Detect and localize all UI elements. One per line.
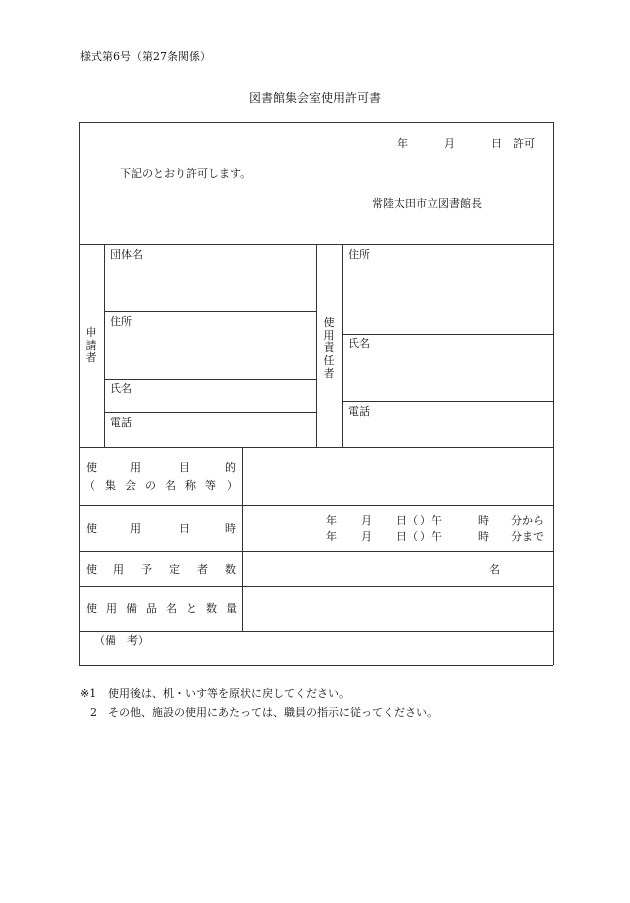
note-2-text: その他、施設の使用にあたっては、職員の指示に従ってください。 bbox=[108, 706, 438, 719]
applicant-section-label: 申 請 者 bbox=[85, 326, 97, 365]
year-label: 年 bbox=[397, 137, 408, 150]
applicant-name-label: 氏名 bbox=[110, 382, 132, 395]
responsible-address-label: 住所 bbox=[348, 248, 370, 261]
note-2-marker: 2 bbox=[90, 706, 97, 719]
note-1-marker: ※1 bbox=[80, 687, 97, 700]
issuer-name: 常陸太田市立図書館長 bbox=[372, 197, 482, 210]
applicant-phone-label: 電話 bbox=[110, 416, 132, 429]
responsible-name-label: 氏名 bbox=[348, 337, 370, 350]
permit-label: 許可 bbox=[513, 137, 535, 150]
remarks-label: （備 考） bbox=[94, 634, 149, 647]
responsible-phone-label: 電話 bbox=[348, 405, 370, 418]
responsible-section-label: 使 用 責 任 者 bbox=[323, 316, 335, 380]
day-label: 日 bbox=[491, 137, 502, 150]
applicant-org-name-label: 団体名 bbox=[110, 248, 143, 261]
note-1-text: 使用後は、机・いす等を原状に戻してください。 bbox=[108, 687, 350, 700]
permit-statement: 下記のとおり許可します。 bbox=[120, 167, 252, 180]
applicant-address-label: 住所 bbox=[110, 315, 132, 328]
attendees-unit: 名 bbox=[489, 563, 500, 576]
form-number: 様式第6号（第27条関係） bbox=[80, 50, 211, 63]
page-title: 図書館集会室使用許可書 bbox=[248, 91, 381, 105]
month-label: 月 bbox=[444, 137, 455, 150]
